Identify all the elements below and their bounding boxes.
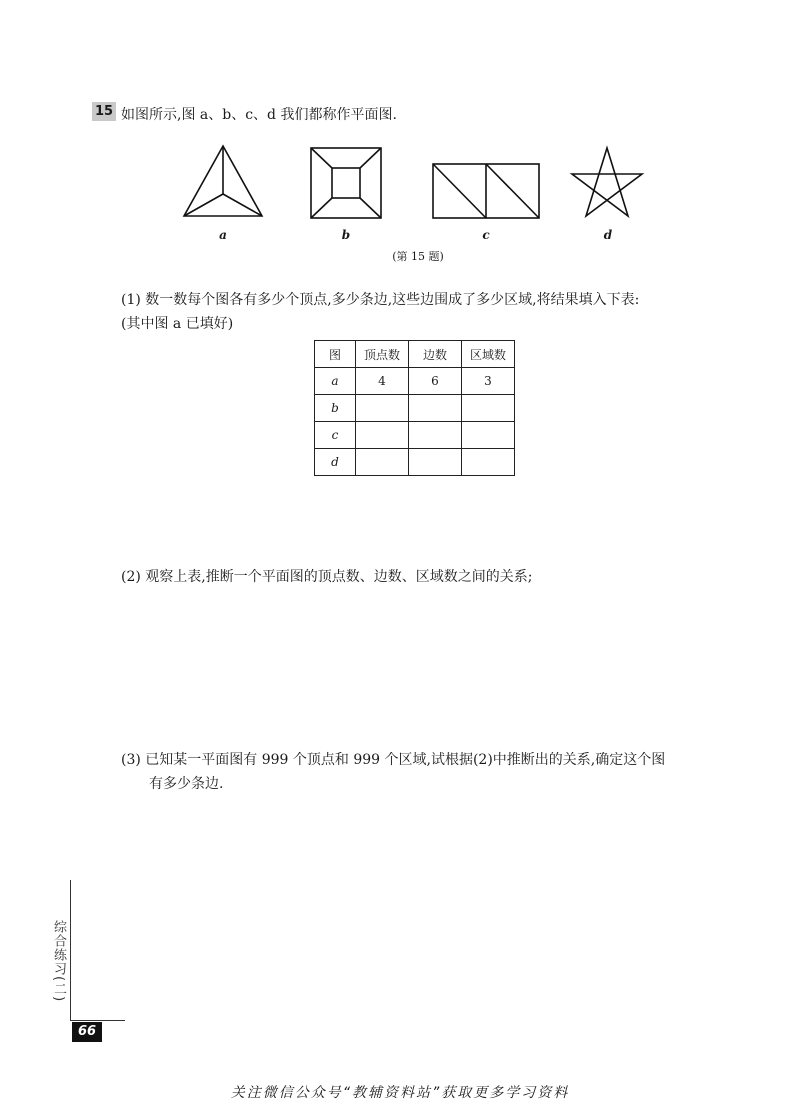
table-cell[interactable] bbox=[356, 422, 409, 449]
table-row bbox=[315, 449, 515, 476]
table-header-row bbox=[315, 341, 515, 368]
table-header: 图 bbox=[315, 341, 356, 368]
table-cell: d bbox=[315, 449, 356, 476]
table-cell[interactable] bbox=[356, 395, 409, 422]
figure-a bbox=[180, 140, 266, 222]
table-header: 顶点数 bbox=[356, 341, 409, 368]
table-cell: 3 bbox=[462, 368, 515, 395]
table-cell[interactable] bbox=[462, 395, 515, 422]
figure-d bbox=[568, 140, 646, 222]
table-cell[interactable] bbox=[409, 449, 462, 476]
table-cell: 6 bbox=[409, 368, 462, 395]
table-row bbox=[315, 422, 515, 449]
page-number: 66 bbox=[72, 1022, 102, 1042]
figure-c-edge bbox=[486, 164, 539, 218]
part2-text: (2) 观察上表,推断一个平面图的顶点数、边数、区域数之间的关系; bbox=[121, 569, 533, 585]
section-label: 综合练习(二) bbox=[51, 920, 66, 1003]
table-cell: 4 bbox=[356, 368, 409, 395]
part1-line2: (其中图 a 已填好) bbox=[121, 316, 234, 332]
footer-watermark: 关注微信公众号“教辅资料站”获取更多学习资料 bbox=[230, 1085, 570, 1101]
part1-line1: (1) 数一数每个图各有多少个顶点,多少条边,这些边围成了多少区域,将结果填入下表: bbox=[121, 292, 640, 308]
figure-b-inner-square bbox=[332, 168, 360, 198]
figure-caption: (第 15 题) bbox=[392, 250, 444, 263]
figure-b-edge bbox=[360, 148, 381, 168]
table-cell[interactable] bbox=[462, 422, 515, 449]
table-cell: c bbox=[315, 422, 356, 449]
table-row bbox=[315, 395, 515, 422]
table-cell[interactable] bbox=[462, 449, 515, 476]
figure-label-c: c bbox=[482, 228, 490, 242]
table-header: 区域数 bbox=[462, 341, 515, 368]
count-table bbox=[314, 340, 515, 476]
figure-label-a: a bbox=[219, 228, 227, 242]
question-stem: 如图所示,图 a、b、c、d 我们都称作平面图. bbox=[121, 107, 397, 123]
figure-b bbox=[308, 140, 384, 222]
table-cell: b bbox=[315, 395, 356, 422]
part3-line2: 有多少条边. bbox=[149, 776, 224, 792]
figure-label-d: d bbox=[603, 228, 613, 242]
figure-c-edge bbox=[433, 164, 486, 218]
part3-text bbox=[121, 748, 665, 796]
figure-b-edge bbox=[360, 198, 381, 218]
table-cell: a bbox=[315, 368, 356, 395]
table-row bbox=[315, 368, 515, 395]
table-cell[interactable] bbox=[356, 449, 409, 476]
figure-b-edge bbox=[311, 198, 332, 218]
table-header: 边数 bbox=[409, 341, 462, 368]
question-number: 15 bbox=[92, 102, 116, 121]
part3-line1: (3) 已知某一平面图有 999 个顶点和 999 个区域,试根据(2)中推断出的关系,确定这个图 bbox=[121, 752, 666, 768]
table-cell[interactable] bbox=[409, 395, 462, 422]
figure-d-star bbox=[572, 148, 642, 216]
side-divider bbox=[70, 880, 71, 1020]
part1-text bbox=[121, 288, 639, 336]
figure-c bbox=[430, 140, 542, 222]
figure-b-edge bbox=[311, 148, 332, 168]
table-cell[interactable] bbox=[409, 422, 462, 449]
page-divider bbox=[70, 1020, 125, 1021]
figure-label-b: b bbox=[341, 228, 351, 242]
